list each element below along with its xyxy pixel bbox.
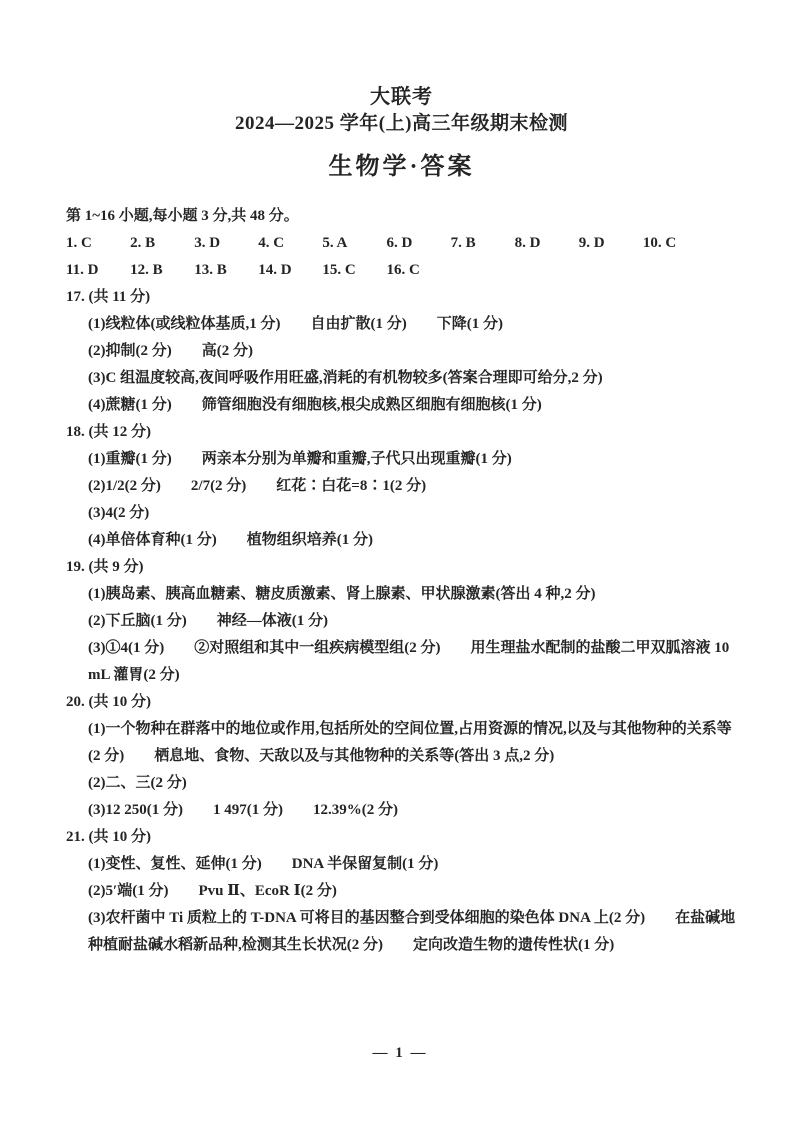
mcq-answer: 7. B (450, 235, 476, 251)
mcq-answer: 5. A (322, 235, 348, 251)
answer-line: (1)变性、复性、延伸(1 分) DNA 半保留复制(1 分) (88, 856, 439, 872)
mcq-answer: 13. B (194, 262, 227, 278)
document-header (66, 86, 737, 180)
answer-line: (1)一个物种在群落中的地位或作用,包括所处的空间位置,占用资源的情况,以及与其他物种的关系等(2 分) 栖息地、食物、天敌以及与其他物种的关系等(答出 3 点,2 分) (88, 721, 732, 764)
section-heading: 19. (共 9 分) (66, 559, 144, 575)
mcq-answer: 10. C (642, 235, 677, 251)
section-heading: 20. (共 10 分) (66, 694, 151, 710)
mcq-answer: 2. B (130, 235, 156, 251)
answer-line: (4)蔗糖(1 分) 筛管细胞没有细胞核,根尖成熟区细胞有细胞核(1 分) (88, 397, 542, 413)
section-question-20 (66, 689, 737, 824)
mcq-answer: 9. D (578, 235, 605, 251)
mcq-answer: 4. C (258, 235, 285, 251)
answer-line: (3)12 250(1 分) 1 497(1 分) 12.39%(2 分) (88, 802, 398, 818)
section-heading: 18. (共 12 分) (66, 424, 151, 440)
answer-line: (2)下丘脑(1 分) 神经—体液(1 分) (88, 613, 328, 629)
exam-brand-title: 大联考 (370, 86, 433, 108)
answer-line: (3)C 组温度较高,夜间呼吸作用旺盛,消耗的有机物较多(答案合理即可给分,2 分) (88, 370, 603, 386)
section-heading: 17. (共 11 分) (66, 289, 151, 305)
mcq-answer: 12. B (130, 262, 163, 278)
section-question-19 (66, 554, 737, 689)
answer-line: (1)线粒体(或线粒体基质,1 分) 自由扩散(1 分) 下降(1 分) (88, 316, 503, 332)
subject-answer-title: 生物学·答案 (328, 154, 475, 180)
mcq-answer: 14. D (258, 262, 292, 278)
mcq-answer: 1. C (66, 235, 92, 251)
section-heading: 21. (共 10 分) (66, 829, 151, 845)
mcq-answer: 16. C (386, 262, 420, 278)
exam-session-title: 2024—2025 学年(上)高三年级期末检测 (235, 113, 568, 134)
answer-line: (3)4(2 分) (88, 505, 150, 521)
answer-line: (2)抑制(2 分) 高(2 分) (88, 343, 253, 359)
answer-line: (2)二、三(2 分) (88, 775, 187, 791)
answer-line: (2)1/2(2 分) 2/7(2 分) 红花∶白花=8∶1(2 分) (88, 478, 427, 494)
mcq-answer: 3. D (194, 235, 221, 251)
mcq-answer: 11. D (66, 262, 99, 278)
mcq-answer-grid (66, 230, 737, 284)
answer-line: (2)5′端(1 分) Pvu Ⅱ、EcoR Ⅰ(2 分) (88, 883, 337, 899)
section-question-17 (66, 284, 737, 419)
mcq-answer: 6. D (386, 235, 413, 251)
answer-line: (3)农杆菌中 Ti 质粒上的 T-DNA 可将目的基因整合到受体细胞的染色体 DNA 上(2 分) 在盐碱地种植耐盐碱水稻新品种,检测其生长状况(2 分) 定向改造生物的遗传性状(1 分) (88, 910, 736, 953)
section-question-21 (66, 824, 737, 959)
section-question-18 (66, 419, 737, 554)
answer-line: (4)单倍体育种(1 分) 植物组织培养(1 分) (88, 532, 373, 548)
mcq-answer: 15. C (322, 262, 356, 278)
mcq-answer: 8. D (514, 235, 541, 251)
page-number: — 1 — (372, 1045, 428, 1061)
mcq-scoring-intro: 第 1~16 小题,每小题 3 分,共 48 分。 (66, 208, 299, 224)
answer-line: (3)①4(1 分) ②对照组和其中一组疾病模型组(2 分) 用生理盐水配制的盐酸二甲双胍溶液 10 mL 灌胃(2 分) (88, 640, 730, 683)
answer-line: (1)重瓣(1 分) 两亲本分别为单瓣和重瓣,子代只出现重瓣(1 分) (88, 451, 512, 467)
answer-line: (1)胰岛素、胰高血糖素、糖皮质激素、肾上腺素、甲状腺激素(答出 4 种,2 分) (88, 586, 596, 602)
